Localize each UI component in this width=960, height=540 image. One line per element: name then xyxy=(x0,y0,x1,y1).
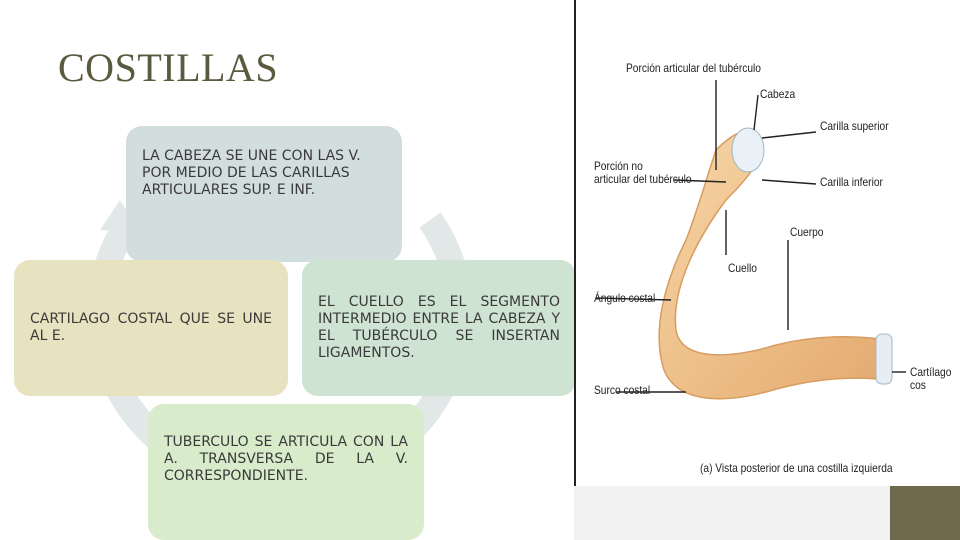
label-angulo-costal: Ángulo costal xyxy=(594,291,656,305)
figure-caption: (a) Vista posterior de una costilla izquierda xyxy=(700,461,893,475)
label-carilla-superior: Carilla superior xyxy=(820,119,889,133)
slide-title: COSTILLAS xyxy=(58,45,279,90)
label-surco-costal: Surco costal xyxy=(594,383,651,397)
info-box-cuello-text: EL CUELLO ES EL SEGMENTO INTERMEDIO ENTRE LA CABEZA Y EL TUBÉRCULO SE INSERTAN LIGAMENTOS. xyxy=(318,294,560,361)
label-carilla-inferior: Carilla inferior xyxy=(820,175,883,189)
info-box-cartilago xyxy=(14,260,288,396)
footer-bar xyxy=(574,486,890,540)
label-cartilago-costal: Cartílago cos xyxy=(910,365,952,392)
info-box-tuberculo-text: TUBERCULO SE ARTICULA CON LA A. TRANSVERSA DE LA V. CORRESPONDIENTE. xyxy=(164,434,408,484)
info-box-cuello xyxy=(302,260,576,396)
label-cuello: Cuello xyxy=(728,261,757,275)
label-cuerpo: Cuerpo xyxy=(790,225,824,239)
info-box-cabeza-text: LA CABEZA SE UNE CON LAS V. POR MEDIO DE LAS CARILLAS ARTICULARES SUP. E INF. xyxy=(142,148,361,198)
info-box-cartilago-text: CARTILAGO COSTAL QUE SE UNE AL E. xyxy=(30,311,272,344)
info-box-tuberculo xyxy=(148,404,424,540)
rib-illustration xyxy=(574,0,960,486)
accent-square xyxy=(890,486,960,540)
label-porcion-no-articular: Porción no articular del tubérculo xyxy=(594,159,692,186)
label-porcion-articular: Porción articular del tubérculo xyxy=(626,61,761,75)
label-cabeza: Cabeza xyxy=(760,87,796,101)
info-box-cabeza xyxy=(126,126,402,262)
